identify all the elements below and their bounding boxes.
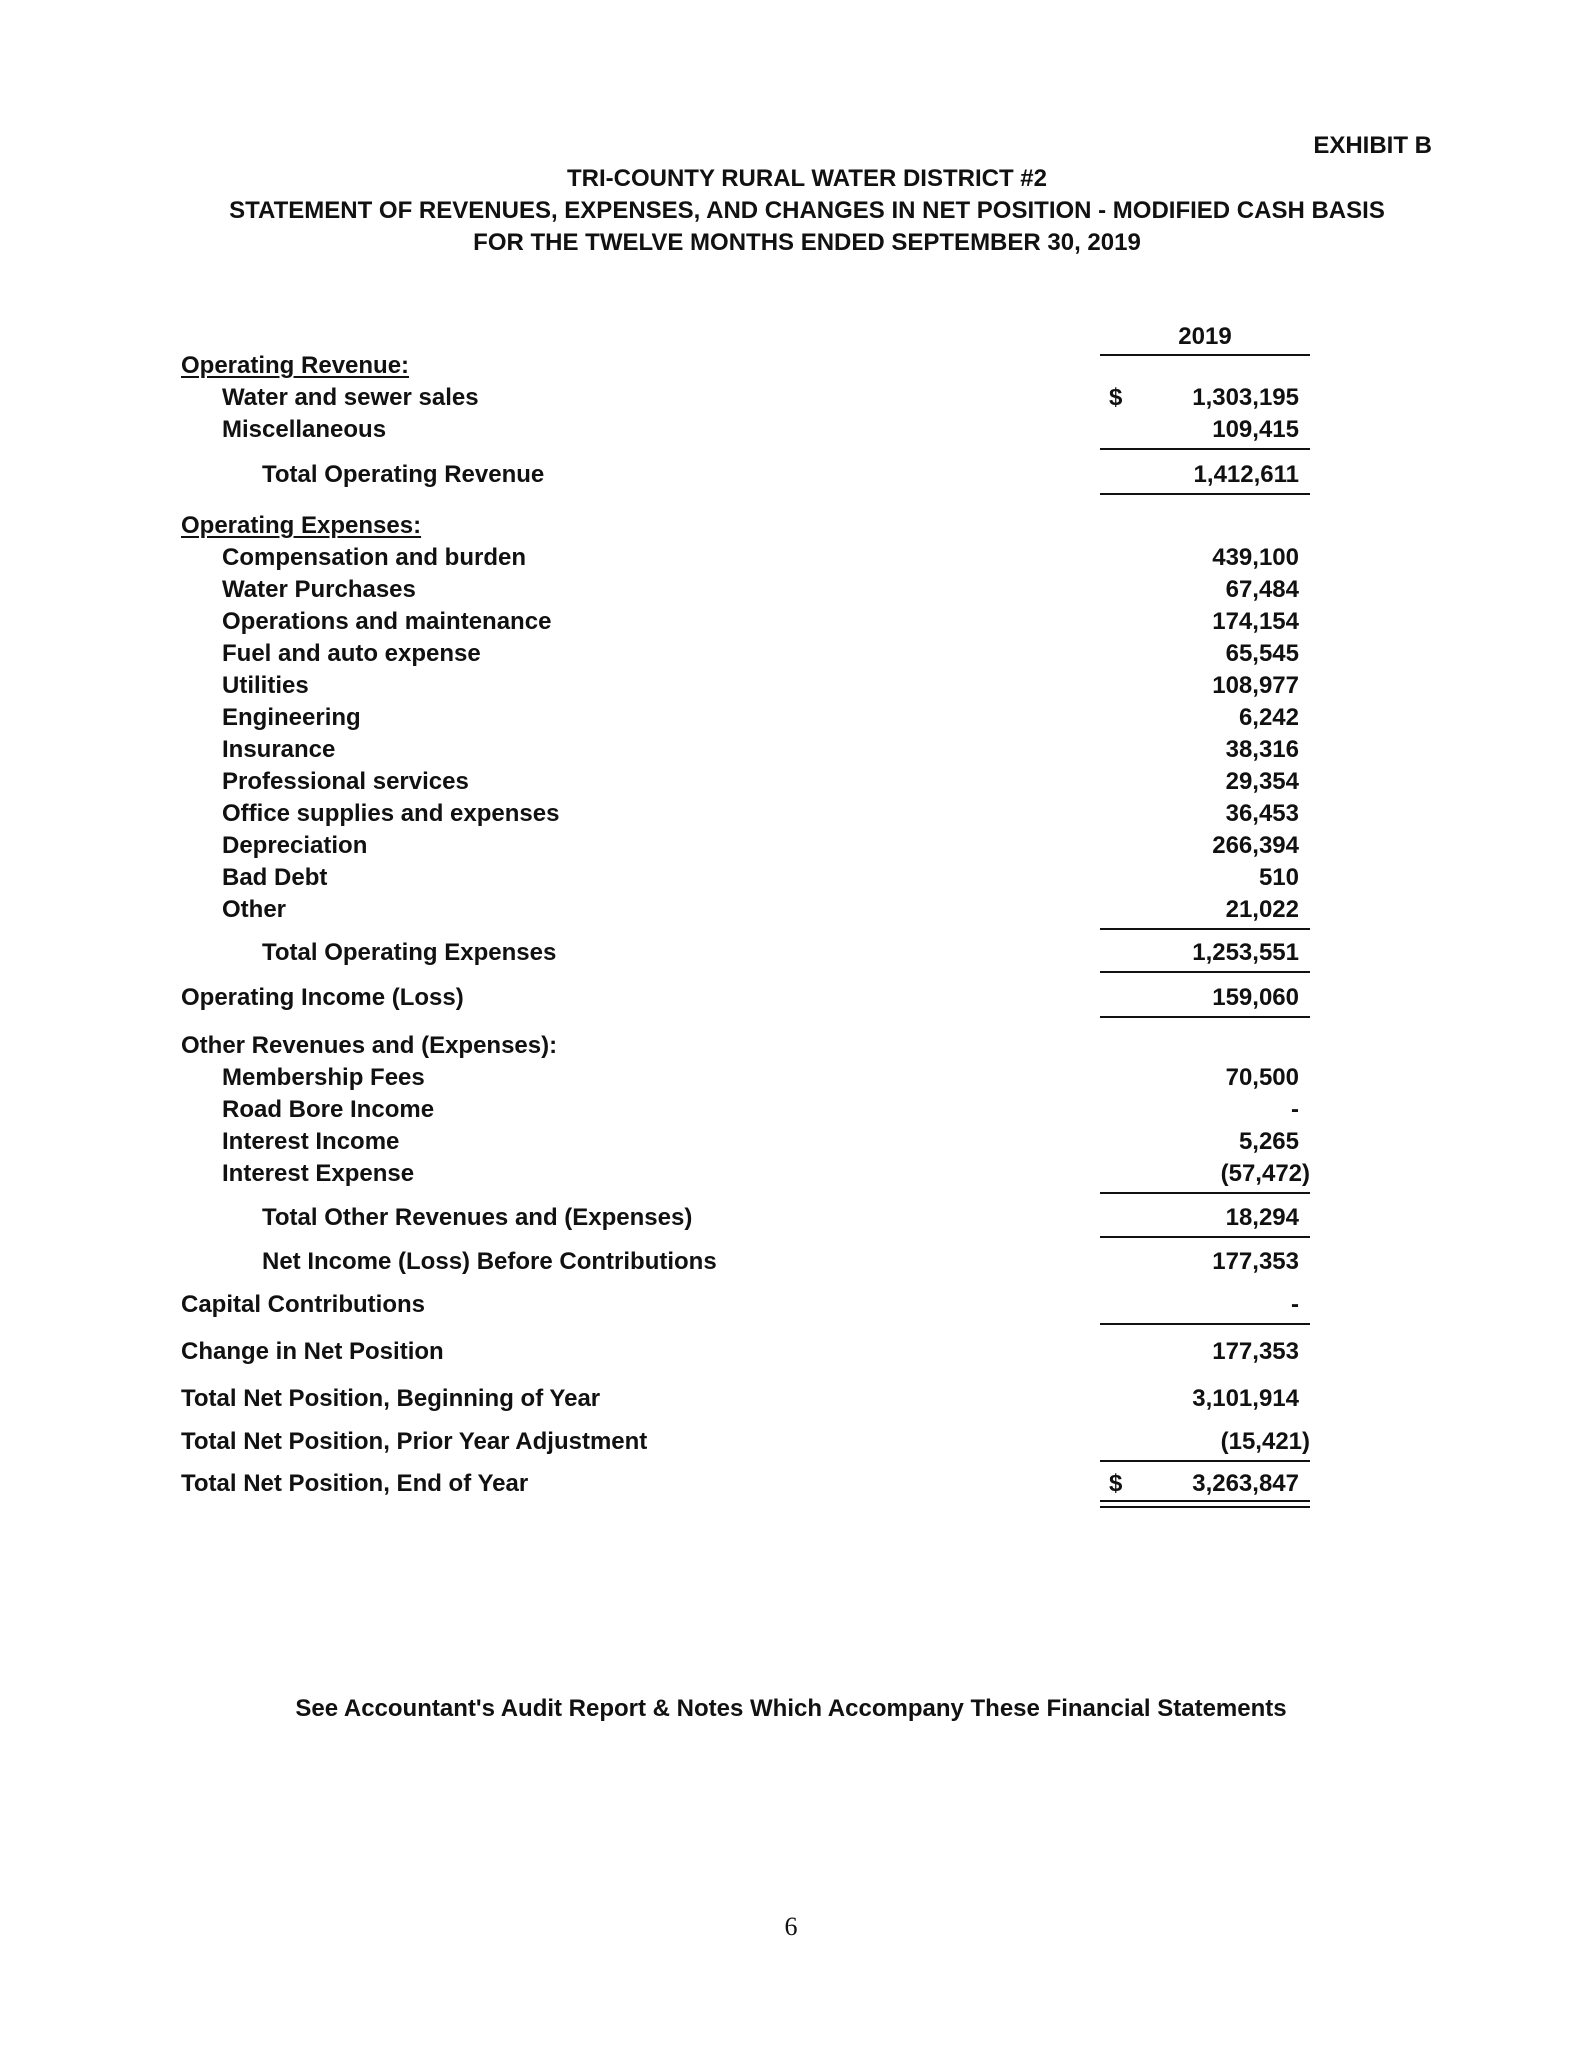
line-item	[0, 734, 1582, 766]
line-label: Professional services	[222, 768, 469, 795]
line-label: Interest Expense	[222, 1160, 415, 1187]
line-item	[0, 542, 1582, 574]
line-item	[0, 862, 1582, 894]
line-amount: 510	[1258, 864, 1299, 891]
line-amount: 266,394	[1212, 832, 1299, 859]
line-amount: 36,453	[1225, 800, 1299, 827]
line-item	[0, 1062, 1582, 1094]
line-amount: 67,484	[1225, 576, 1299, 603]
subtotal-rule	[1100, 1460, 1310, 1462]
line-label: Bad Debt	[222, 864, 328, 891]
net-income-label: Net Income (Loss) Before Contributions	[262, 1248, 717, 1275]
total-row	[0, 1202, 1582, 1234]
line-label: Depreciation	[222, 832, 368, 859]
prior-year-adjustment-label: Total Net Position, Prior Year Adjustment	[181, 1428, 648, 1455]
subtotal-rule	[1100, 1192, 1310, 1194]
line-item	[0, 382, 1582, 414]
subtotal-rule	[1100, 928, 1310, 930]
net-position-beginning-row	[0, 1383, 1582, 1415]
line-amount: 1,303,195	[1192, 384, 1299, 411]
line-label: Office supplies and expenses	[222, 800, 560, 827]
net-position-beginning-label: Total Net Position, Beginning of Year	[181, 1385, 601, 1412]
line-item	[0, 798, 1582, 830]
line-amount: 108,977	[1212, 672, 1299, 699]
organization-name: TRI-COUNTY RURAL WATER DISTRICT #2	[566, 165, 1047, 192]
subtotal-rule	[1100, 1323, 1310, 1325]
net-position-end-label: Total Net Position, End of Year	[181, 1470, 529, 1497]
section-heading-other: Other Revenues and (Expenses):	[181, 1032, 558, 1059]
net-income-row	[0, 1246, 1582, 1278]
prior-year-adjustment-amount: (15,421)	[1220, 1428, 1310, 1455]
page-number: 6	[784, 1912, 798, 1941]
net-income-amount: 177,353	[1212, 1248, 1299, 1275]
total-rule	[1100, 1236, 1310, 1238]
line-amount: (57,472)	[1220, 1160, 1310, 1187]
line-amount: 174,154	[1212, 608, 1299, 635]
line-amount: 5,265	[1238, 1128, 1299, 1155]
exhibit-label: EXHIBIT B	[1313, 132, 1432, 159]
line-item	[0, 670, 1582, 702]
line-label: Engineering	[222, 704, 361, 731]
currency-symbol: $	[1109, 1470, 1123, 1497]
line-item	[0, 606, 1582, 638]
capital-contributions-label: Capital Contributions	[181, 1291, 425, 1318]
line-label: Operations and maintenance	[222, 608, 552, 635]
prior-year-adjustment-row	[0, 1426, 1582, 1458]
operating-income-label: Operating Income (Loss)	[181, 984, 464, 1011]
operating-income-row	[0, 982, 1582, 1014]
line-amount: 29,354	[1225, 768, 1299, 795]
line-item	[0, 894, 1582, 926]
grand-total-double-rule	[1100, 1500, 1310, 1508]
change-in-net-position-label: Change in Net Position	[181, 1338, 444, 1365]
line-amount: 439,100	[1212, 544, 1299, 571]
line-label: Compensation and burden	[222, 544, 527, 571]
statement-name: STATEMENT OF REVENUES, EXPENSES, AND CHANGES IN NET POSITION - MODIFIED CASH BASIS	[229, 197, 1385, 224]
line-label: Water Purchases	[222, 576, 416, 603]
total-rule	[1100, 493, 1310, 495]
statement-period: FOR THE TWELVE MONTHS ENDED SEPTEMBER 30, 2019	[473, 229, 1141, 256]
line-label: Interest Income	[222, 1128, 400, 1155]
section-heading-operating-revenue: Operating Revenue:	[181, 352, 410, 379]
subtotal-rule	[1100, 448, 1310, 450]
line-item	[0, 414, 1582, 446]
footer-note: See Accountant's Audit Report & Notes Which Accompany These Financial Statements	[295, 1695, 1287, 1722]
total-amount: 1,253,551	[1192, 939, 1299, 966]
line-item	[0, 1094, 1582, 1126]
line-item	[0, 702, 1582, 734]
total-label: Total Other Revenues and (Expenses)	[262, 1204, 693, 1231]
line-label: Other	[222, 896, 287, 923]
line-item	[0, 574, 1582, 606]
net-position-end-amount: 3,263,847	[1192, 1470, 1299, 1497]
column-year-header: 2019	[1100, 322, 1310, 356]
line-item	[0, 766, 1582, 798]
total-label: Total Operating Revenue	[262, 461, 545, 488]
line-label: Utilities	[222, 672, 309, 699]
line-label: Road Bore Income	[222, 1096, 435, 1123]
line-label: Fuel and auto expense	[222, 640, 481, 667]
line-amount: -	[1291, 1096, 1299, 1123]
total-rule	[1100, 971, 1310, 973]
line-amount: 70,500	[1225, 1064, 1299, 1091]
net-position-end-row	[0, 1468, 1582, 1500]
change-in-net-position-amount: 177,353	[1212, 1338, 1299, 1365]
total-row	[0, 937, 1582, 969]
line-label: Water and sewer sales	[222, 384, 479, 411]
change-in-net-position-row	[0, 1336, 1582, 1368]
line-amount: 21,022	[1225, 896, 1299, 923]
total-amount: 1,412,611	[1193, 461, 1299, 488]
line-label: Membership Fees	[222, 1064, 425, 1091]
line-amount: 65,545	[1225, 640, 1299, 667]
operating-income-amount: 159,060	[1212, 984, 1299, 1011]
line-amount: 38,316	[1225, 736, 1299, 763]
line-amount: 109,415	[1212, 416, 1299, 443]
section-heading-operating-expenses: Operating Expenses:	[181, 512, 422, 539]
total-rule	[1100, 1016, 1310, 1018]
total-amount: 18,294	[1225, 1204, 1299, 1231]
line-item	[0, 638, 1582, 670]
line-item	[0, 1126, 1582, 1158]
capital-contributions-row	[0, 1289, 1582, 1321]
total-label: Total Operating Expenses	[262, 939, 557, 966]
capital-contributions-amount: -	[1291, 1291, 1299, 1318]
line-amount: 6,242	[1238, 704, 1299, 731]
line-item	[0, 830, 1582, 862]
net-position-beginning-amount: 3,101,914	[1192, 1385, 1299, 1412]
line-label: Miscellaneous	[222, 416, 387, 443]
line-item	[0, 1158, 1582, 1190]
total-row	[0, 459, 1582, 491]
line-label: Insurance	[222, 736, 336, 763]
currency-symbol: $	[1109, 384, 1123, 411]
